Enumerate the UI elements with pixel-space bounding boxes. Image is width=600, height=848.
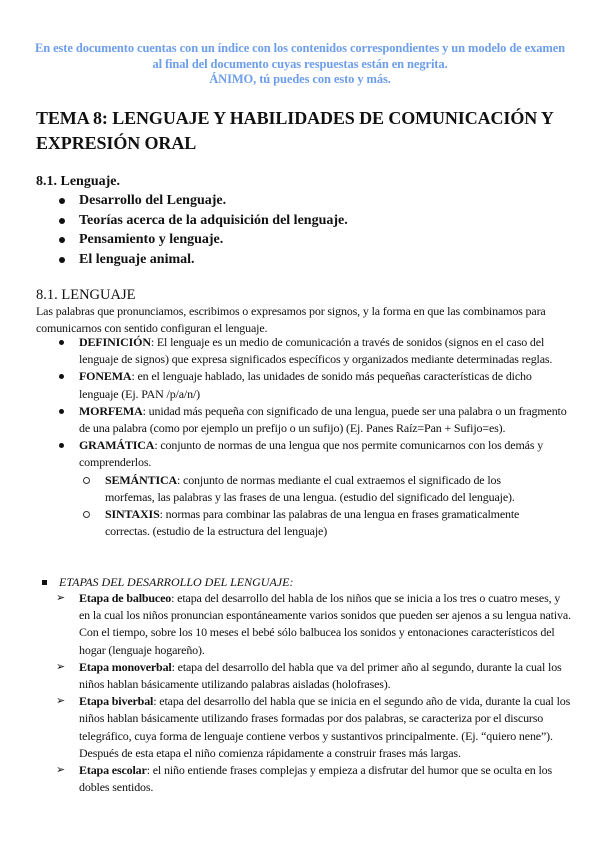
- arrow-bullet-icon: ➢: [56, 764, 66, 777]
- notice-line-2: al final del documento cuyas respuestas están en negrita.: [152, 56, 448, 71]
- square-bullet-icon: [42, 580, 47, 585]
- definition-text: : El lenguaje es un medio de comunicación a través de sonidos (signos en el caso del lenguaje de signos) que expresa significados específicos y organizados mediante determinadas reglas.: [79, 335, 553, 367]
- page-title: TEMA 8: LENGUAJE Y HABILIDADES DE COMUNICACIÓN Y EXPRESIÓN ORAL: [36, 108, 554, 153]
- subdefinitions-list: [79, 472, 571, 541]
- definition-term: GRAMÁTICA: [79, 438, 155, 453]
- stages-heading-text: ETAPAS DEL DESARROLLO DEL LENGUAJE:: [59, 575, 294, 589]
- arrow-bullet-icon: ➢: [56, 695, 66, 708]
- subdefinition-term: SEMÁNTICA: [105, 472, 177, 487]
- index-item: Desarrollo del Lenguaje.: [36, 191, 348, 211]
- index-item: El lenguaje animal.: [36, 250, 348, 270]
- notice-line-3: ÁNIMO, tú puedes con esto y más.: [209, 72, 391, 86]
- section-heading: 8.1. LENGUAJE: [36, 287, 136, 303]
- stage-term: Etapa escolar: [79, 763, 147, 778]
- stage-term: Etapa de balbuceo: [79, 591, 172, 605]
- definition-text: : unidad más pequeña con significado de una lengua, puede ser una palabra o un fragmento de una palabra (como por ejemplo un prefijo o un sufijo) (Ej. Panes Raíz=Pan + Sufijo=es).: [79, 403, 567, 436]
- definition-term: DEFINICIÓN: [79, 335, 151, 349]
- stage-item: [36, 590, 573, 659]
- stage-item: [36, 693, 573, 762]
- index-list: [36, 191, 348, 269]
- index-heading: 8.1. Lenguaje.: [36, 174, 120, 189]
- definition-text: : conjunto de normas de una lengua que nos permite comunicarnos con los demás y comprenderlos.: [79, 438, 544, 470]
- stage-term: Etapa monoverbal: [79, 659, 172, 674]
- stage-term: Etapa biverbal: [79, 694, 154, 709]
- definition-item: [36, 334, 571, 368]
- stage-item: [36, 659, 573, 693]
- definition-text: : en el lenguaje hablado, las unidades de sonido más pequeñas características de dicho lenguaje (Ej. PAN /p/a/n/): [79, 369, 532, 401]
- subdefinition-item: [79, 472, 545, 506]
- arrow-bullet-icon: ➢: [56, 592, 66, 604]
- notice-banner: [30, 41, 570, 88]
- definition-item: [36, 437, 571, 540]
- index-item: Pensamiento y lenguaje.: [36, 230, 348, 250]
- definition-item: [36, 403, 571, 437]
- stages-list: [36, 590, 576, 796]
- stage-text: : etapa del desarrollo del habla que se inicia en el segundo año de vida, durante la cual los niños hablan básicamente utilizando frases formadas por dos palabras, se caracteriza por el discurso telegráfico, cuya forma de lenguaje contiene verbos y sustantivos principalmente. (Ej. “quiero nene”). Después de esta etapa el niño comienza rápidamente a construir frases más largas.: [79, 694, 571, 760]
- definition-term: MORFEMA: [79, 403, 143, 418]
- subdefinition-text: : conjunto de normas mediante el cual extraemos el significado de los morfemas, las palabras y las frases de una lengua. (estudio del significado del lenguaje).: [105, 472, 515, 504]
- stage-text: : etapa del desarrollo del habla de los niños que se inicia a los tres o cuatro meses, y en la cual los niños pronuncian espontáneamente varios sonidos que pueden ser ajenos a su lengua nativa. Con el tiempo, sobre los 10 meses el bebé sólo balbucea los sonidos y entonaciones característicos del hogar (lenguaje hogareño).: [79, 591, 571, 657]
- definition-term: FONEMA: [79, 369, 132, 384]
- stage-text: : etapa del desarrollo del habla que va del primer año al segundo, durante la cual los niños hablan básicamente utilizando palabras aisladas (holofrases).: [79, 659, 562, 692]
- definition-item: [36, 368, 571, 402]
- notice-line-1: En este documento cuentas con un índice con los contenidos correspondientes y un modelo de examen: [34, 41, 566, 55]
- stage-item: [36, 762, 573, 796]
- stages-heading: [36, 574, 293, 591]
- arrow-bullet-icon: ➢: [56, 660, 66, 673]
- index-item: Teorías acerca de la adquisición del lenguaje.: [36, 211, 348, 231]
- subdefinition-item: [79, 506, 545, 540]
- definitions-list: [36, 334, 576, 540]
- subdefinition-text: : normas para combinar las palabras de una lengua en frases gramaticalmente correctas. (estudio de la estructura del lenguaje): [105, 507, 520, 539]
- subdefinition-term: SINTAXIS: [105, 507, 160, 522]
- section-intro: Las palabras que pronunciamos, escribimos o expresamos por signos, y la forma en que las combinamos para comunicarnos con sentido configuran el lenguaje.: [36, 304, 546, 335]
- stage-text: : el niño entiende frases complejas y empieza a disfrutar del humor que se oculta en los dobles sentidos.: [79, 763, 553, 795]
